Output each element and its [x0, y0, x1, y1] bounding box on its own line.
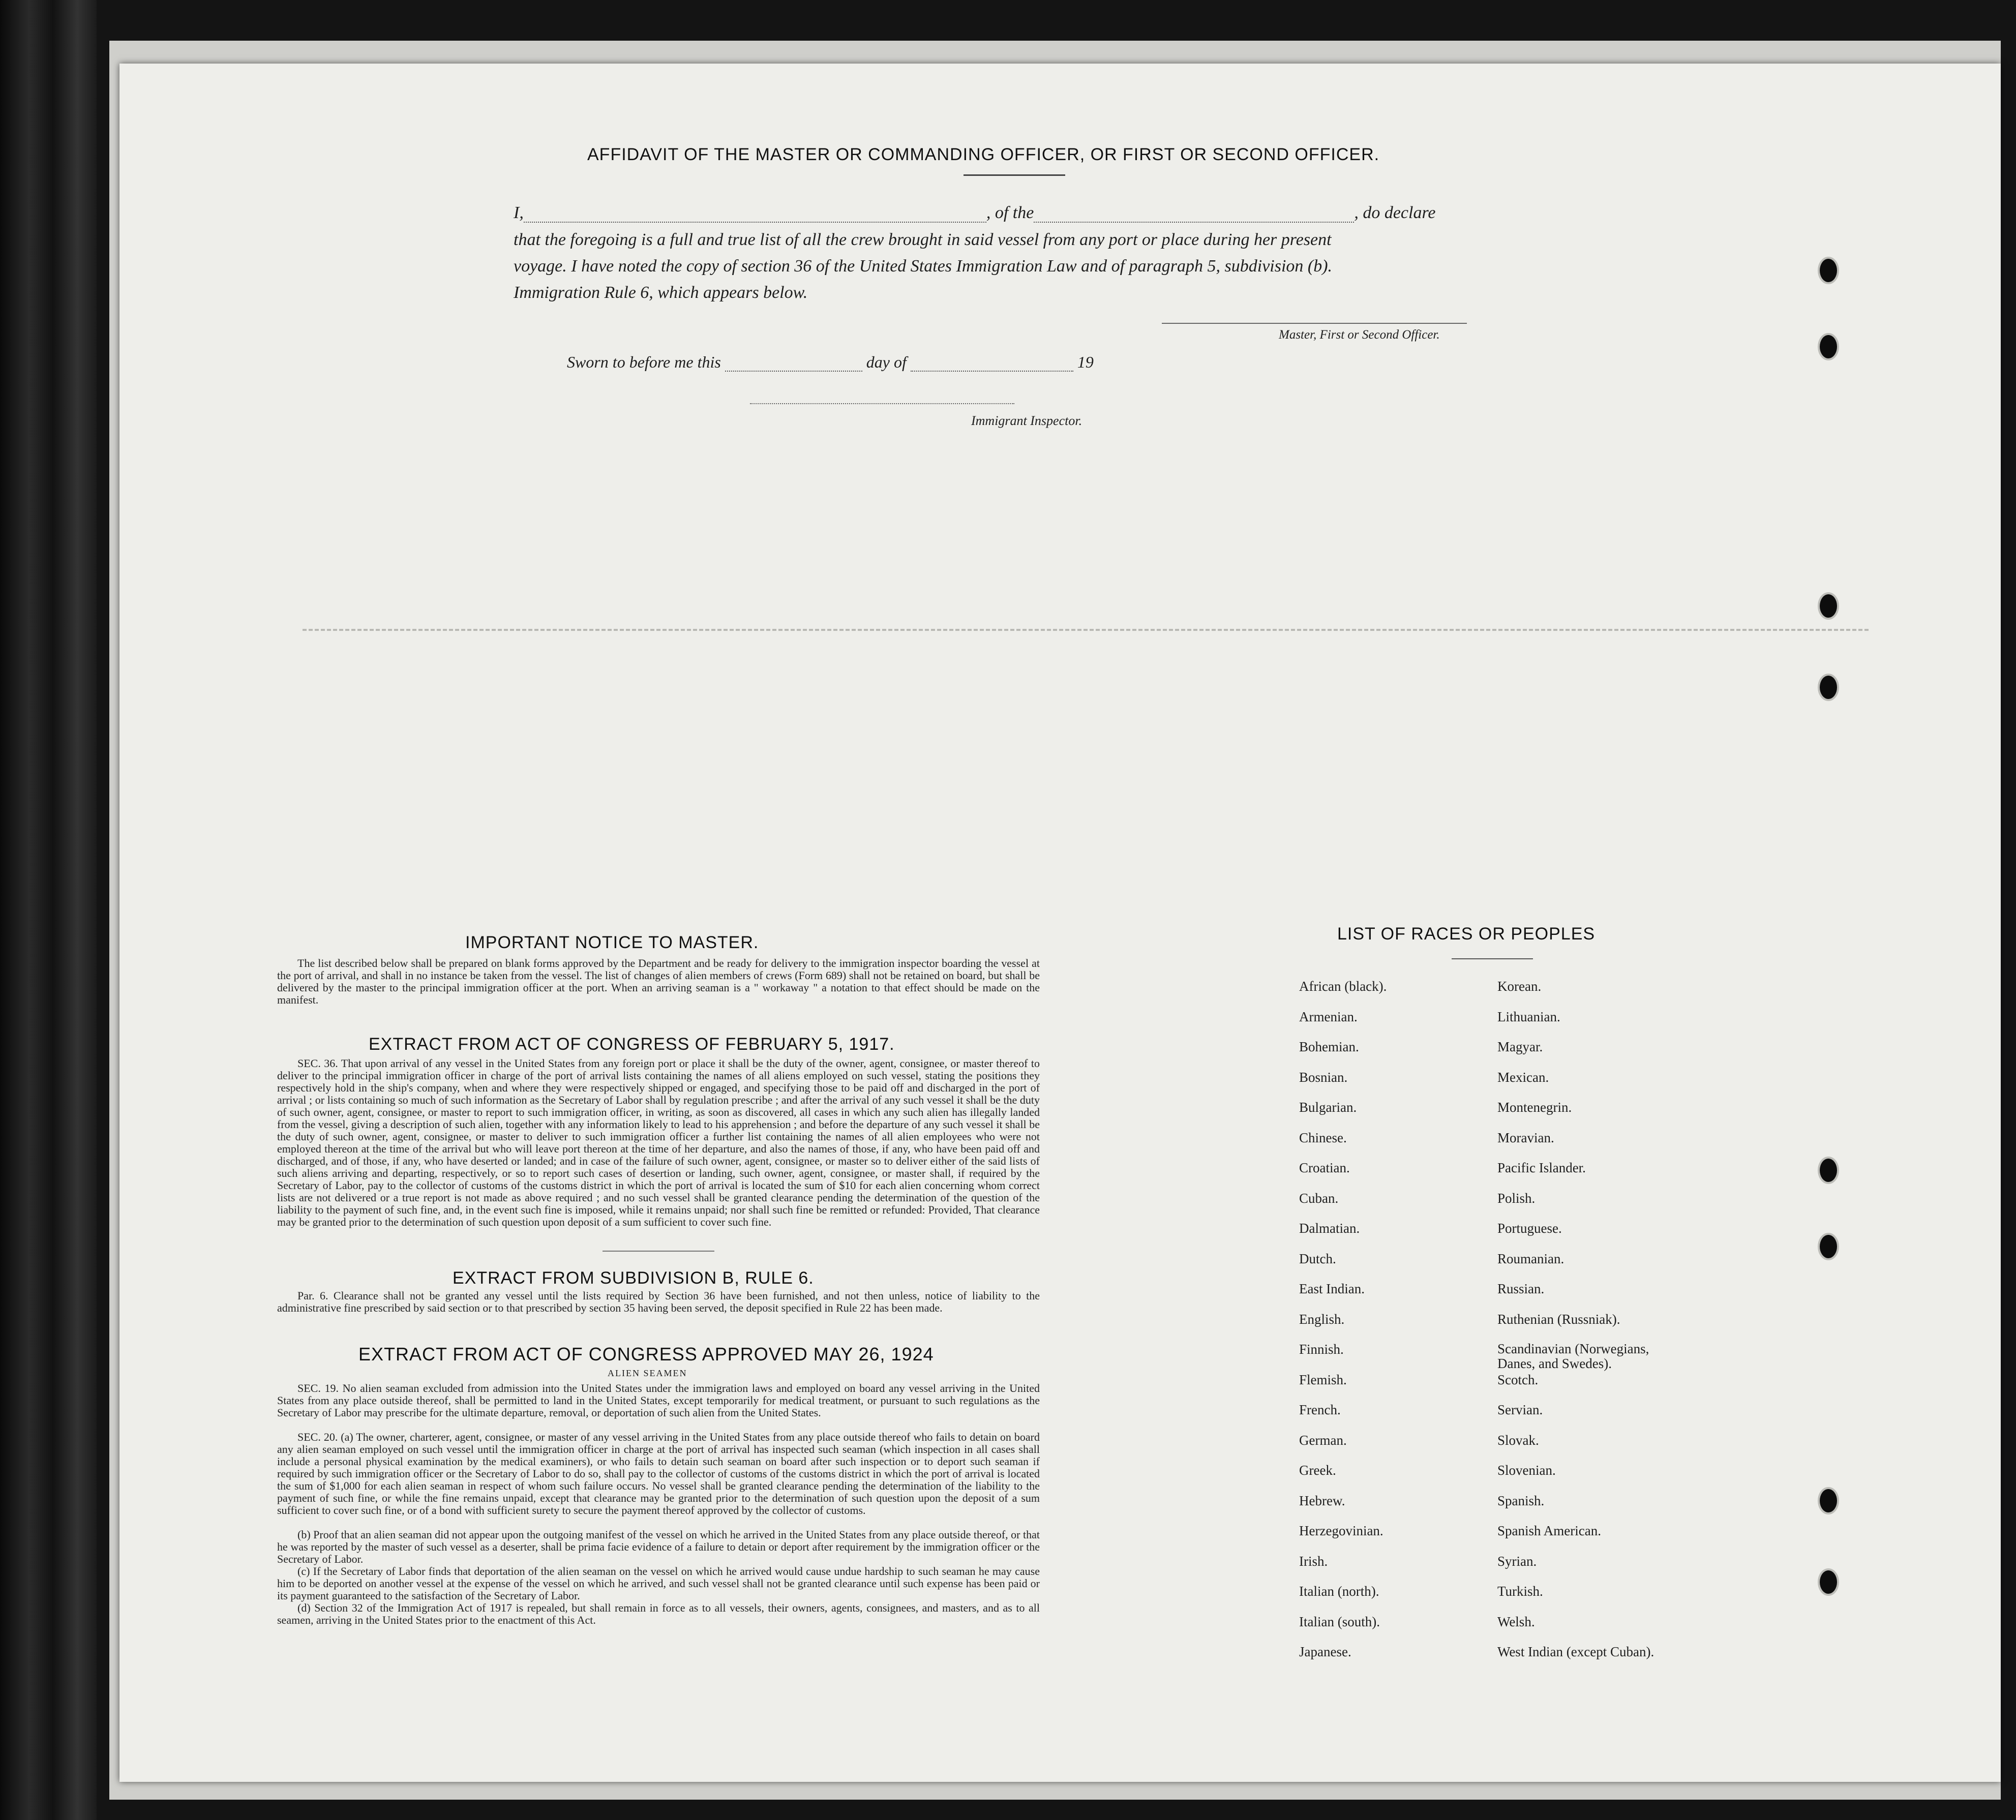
- race-item: Korean.: [1497, 979, 1542, 994]
- race-item: Bulgarian.: [1299, 1100, 1357, 1115]
- race-item: Montenegrin.: [1497, 1100, 1572, 1115]
- binder-hole: [1818, 674, 1839, 701]
- binder-hole: [1818, 257, 1839, 284]
- race-item: Herzegovinian.: [1299, 1523, 1383, 1538]
- notice-title: IMPORTANT NOTICE TO MASTER.: [465, 933, 759, 952]
- extract-1917-body: SEC. 36. That upon arrival of any vessel in the United States from any foreign port or place it shall be the duty of the owner, agent, consignee, or master thereof to deliver to the principal immigration officer in charge of the port of arrival lists containing the names of all aliens employed on such vessel, stating the positions they respectively hold in the ship's company, when and where they were respectively shipped or engaged, and specifying those to be paid off and discharged in the port of arrival ; or lists containing so much of such information as the Secretary of Labor shall by regulation prescribe ; and after the arrival of any such vessel it shall be the duty of such owner, agent, consignee, or master to report to such immigration officer, in writing, as soon as discovered, all cases in which any such alien has illegally landed from the vessel, giving a description of such alien, together with any information likely to lead to his apprehension ; and before the departure of any such vessel it shall be the duty of such owner, agent, consignee, or master to deliver to such immigration officer a further list containing the names of all alien employees who were not employed thereon at the time of the arrival but who will leave port thereon at the time of her departure, and also the names of those, if any, who have been paid off and discharged, and of those, if any, who have deserted or landed; and in case of the failure of such owner, agent, consignee, or master so to deliver either of the said lists of such aliens arriving and departing, respectively, or so to report such cases of desertion or landing, such owner, agent, consignee, or master shall, if required by the Secretary of Labor, pay to the collector of customs of the customs district in which the port of arrival is located the sum of $10 for each alien concerning whom correct lists are not delivered or a true report is not made as above required ; and no such vessel shall be granted clearance pending the determination of the question of the liability to the payment of such fine, and, in the event such fine is imposed, while it remains unpaid; nor shall such fine be remitted or refunded: Provided, That clearance may be granted prior to the determination of such question upon deposit of a sum sufficient to cover such fine.: [277, 1057, 1040, 1228]
- sworn-line: [567, 352, 1094, 372]
- binder-hole: [1818, 1487, 1839, 1514]
- title-rule: [964, 174, 1065, 176]
- extract-rule6-title: EXTRACT FROM SUBDIVISION B, RULE 6.: [453, 1268, 814, 1288]
- race-item: Russian.: [1497, 1281, 1545, 1296]
- sec20b-text: (b) Proof that an alien seaman did not appear upon the outgoing manifest of the vessel on which he arrived in the United States from any place outside thereof, or that he was reported by the master of such vessel as a deserter, shall be prima facie evidence of a failure to detain or deport after requirement by the immigration officer or the Secretary of Labor.: [277, 1528, 1040, 1565]
- race-item: Servian.: [1497, 1402, 1543, 1417]
- race-item: Chinese.: [1299, 1130, 1347, 1145]
- race-item: English.: [1299, 1311, 1345, 1327]
- race-item: Armenian.: [1299, 1009, 1358, 1024]
- race-item: African (black).: [1299, 979, 1387, 994]
- vessel-name-field[interactable]: [1034, 203, 1354, 223]
- declarant-name-field[interactable]: [524, 203, 986, 223]
- sec20a-text: SEC. 20. (a) The owner, charterer, agent, consignee, or master of any vessel arriving in the United States from any place outside thereof who fails to detain on board any alien seaman employed on such vessel until the immigration officer in charge at the port of arrival has inspected such seaman (which inspection in all cases shall include a personal physical examination by the medical examiners), or who fails to detain such seaman on board after such inspection or to deport such seaman if required by such immigration officer or the Secretary of Labor to do so, shall pay to the collector of customs of the customs district in which the port of arrival is located the sum of $1,000 for each alien seaman in respect of whom such failure occurs. No vessel shall be granted clearance pending the determination of the liability to the payment of such fine, or while the fine remains unpaid, except that clearance may be granted prior to the determination of such question upon the deposit of a sum sufficient to cover such fine, or of a bond with sufficient surety to secure the payment thereof approved by the collector of customs.: [277, 1431, 1040, 1516]
- extract-rule6-body: Par. 6. Clearance shall not be granted any vessel until the lists required by Section 36 have been furnished, and not then unless, notice of liability to the administrative fine prescribed by said section or to that prescribed by section 35 having been served, the deposit specified in Rule 22 has been made.: [277, 1289, 1040, 1314]
- notice-body: The list described below shall be prepared on blank forms approved by the Department and be ready for delivery to the immigration inspector boarding the vessel at the port of arrival, and shall in no instance be taken from the vessel. The list of changes of alien members of crews (Form 689) shall not be retained on board, but shall be delivered by the master to the principal immigration officer at the port. When an arriving seaman is a " workaway " a notation to that effect should be made on the manifest.: [277, 957, 1040, 1006]
- race-item: Dutch.: [1299, 1251, 1336, 1266]
- race-item: Turkish.: [1497, 1584, 1543, 1599]
- affidavit-title: AFFIDAVIT OF THE MASTER OR COMMANDING OFFICER, OR FIRST OR SECOND OFFICER.: [587, 145, 1380, 164]
- race-item: West Indian (except Cuban).: [1497, 1644, 1654, 1659]
- race-item: Slovak.: [1497, 1432, 1539, 1448]
- manifest-page: [119, 64, 2001, 1782]
- race-item: Japanese.: [1299, 1644, 1351, 1659]
- race-item: Italian (south).: [1299, 1614, 1380, 1629]
- race-item: Hebrew.: [1299, 1493, 1345, 1508]
- race-item: French.: [1299, 1402, 1341, 1417]
- sworn-prefix: Sworn to before me this: [567, 353, 721, 371]
- race-item: Dalmatian.: [1299, 1221, 1360, 1236]
- race-item: Magyar.: [1497, 1039, 1543, 1054]
- book-binding: [0, 0, 97, 1820]
- inspector-signature-line[interactable]: [750, 403, 1014, 404]
- race-item: Flemish.: [1299, 1372, 1347, 1387]
- affidavit-declaration-line: [514, 203, 1436, 223]
- affidavit-line-3: voyage. I have noted the copy of section 36 of the United States Immigration Law and of paragraph 5, subdivision (b).: [514, 257, 1333, 276]
- race-item: Polish.: [1497, 1190, 1536, 1206]
- race-item: Scandinavian (Norwegians, Danes, and Swedes).: [1497, 1341, 1649, 1371]
- race-item: Spanish.: [1497, 1493, 1545, 1508]
- race-item: East Indian.: [1299, 1281, 1365, 1296]
- race-item: Moravian.: [1497, 1130, 1554, 1145]
- sworn-day-field[interactable]: [725, 352, 862, 372]
- race-item: Bosnian.: [1299, 1069, 1348, 1085]
- race-item: German.: [1299, 1432, 1347, 1448]
- binder-hole: [1818, 1157, 1839, 1184]
- races-title: LIST OF RACES OR PEOPLES: [1337, 924, 1596, 944]
- affidavit-line-2: that the foregoing is a full and true list of all the crew brought in said vessel from any port or place during her present: [514, 230, 1332, 249]
- race-item: Ruthenian (Russniak).: [1497, 1311, 1620, 1327]
- race-item: Greek.: [1299, 1463, 1336, 1478]
- race-item: Finnish.: [1299, 1342, 1344, 1357]
- race-item: Spanish American.: [1497, 1523, 1601, 1538]
- master-caption: Master, First or Second Officer.: [1279, 328, 1440, 342]
- sec19-text: SEC. 19. No alien seaman excluded from admission into the United States under the immigration laws and employed on board any vessel arriving in the United States from any place outside thereof, shall be permitted to land in the United States, except temporarily for medical treatment, or pursuant to such regulations as the Secretary of Labor may prescribe for the ultimate departure, removal, or deportation of such alien from the United States.: [277, 1382, 1040, 1419]
- races-left-column: [1299, 979, 1513, 1746]
- affidavit-line-4: Immigration Rule 6, which appears below.: [514, 283, 808, 302]
- race-item: Syrian.: [1497, 1553, 1537, 1569]
- binder-hole: [1818, 1568, 1839, 1596]
- master-signature-line[interactable]: [1162, 323, 1467, 324]
- race-item: Roumanian.: [1497, 1251, 1564, 1266]
- binder-hole: [1818, 592, 1839, 620]
- extract-1924-title: EXTRACT FROM ACT OF CONGRESS APPROVED MAY 26, 1924: [358, 1344, 934, 1364]
- of-the-label: , of the: [986, 203, 1034, 222]
- race-item: Mexican.: [1497, 1069, 1549, 1085]
- race-item: Croatian.: [1299, 1160, 1350, 1175]
- race-item: Pacific Islander.: [1497, 1160, 1586, 1175]
- inspector-caption: Immigrant Inspector.: [971, 413, 1082, 428]
- race-item: Italian (north).: [1299, 1584, 1379, 1599]
- do-declare-label: , do declare: [1354, 203, 1436, 222]
- declarant-prefix: I,: [514, 203, 524, 222]
- race-item: Scotch.: [1497, 1372, 1539, 1387]
- race-item: Cuban.: [1299, 1190, 1339, 1206]
- sec20c-text: (c) If the Secretary of Labor finds that deportation of the alien seaman on the vessel on which he arrived would cause undue hardship to such seaman he may cause him to be deported on another vessel at the expense of the vessel on which he arrived, and such vessel shall not be granted clearance until such expense has been paid or its payment guaranteed to the satisfaction of the Secretary of Labor.: [277, 1565, 1040, 1602]
- race-item: Lithuanian.: [1497, 1009, 1560, 1024]
- races-title-rule: [1452, 958, 1533, 959]
- binder-hole: [1818, 333, 1839, 360]
- sec20d-text: (d) Section 32 of the Immigration Act of 1917 is repealed, but shall remain in force as to all vessels, their owners, agents, consignees, and masters, and as to all seamen, arriving in the United States prior to the enactment of this Act.: [277, 1601, 1040, 1626]
- race-item: Slovenian.: [1497, 1463, 1556, 1478]
- races-right-column: [1497, 979, 1711, 1746]
- sworn-month-field[interactable]: [911, 352, 1073, 372]
- extract-1917-title: EXTRACT FROM ACT OF CONGRESS OF FEBRUARY 5, 1917.: [369, 1035, 895, 1054]
- section-divider: [603, 1251, 714, 1252]
- sworn-day-of-label: day of: [866, 353, 907, 371]
- binder-hole: [1818, 1233, 1839, 1260]
- bleed-through-rule: [303, 629, 1869, 631]
- race-item: Bohemian.: [1299, 1039, 1359, 1054]
- race-item: Portuguese.: [1497, 1221, 1562, 1236]
- alien-seamen-subtitle: ALIEN SEAMEN: [608, 1368, 687, 1378]
- race-item: Welsh.: [1497, 1614, 1535, 1629]
- race-item: Irish.: [1299, 1553, 1328, 1569]
- sworn-year-label: 19: [1077, 353, 1094, 371]
